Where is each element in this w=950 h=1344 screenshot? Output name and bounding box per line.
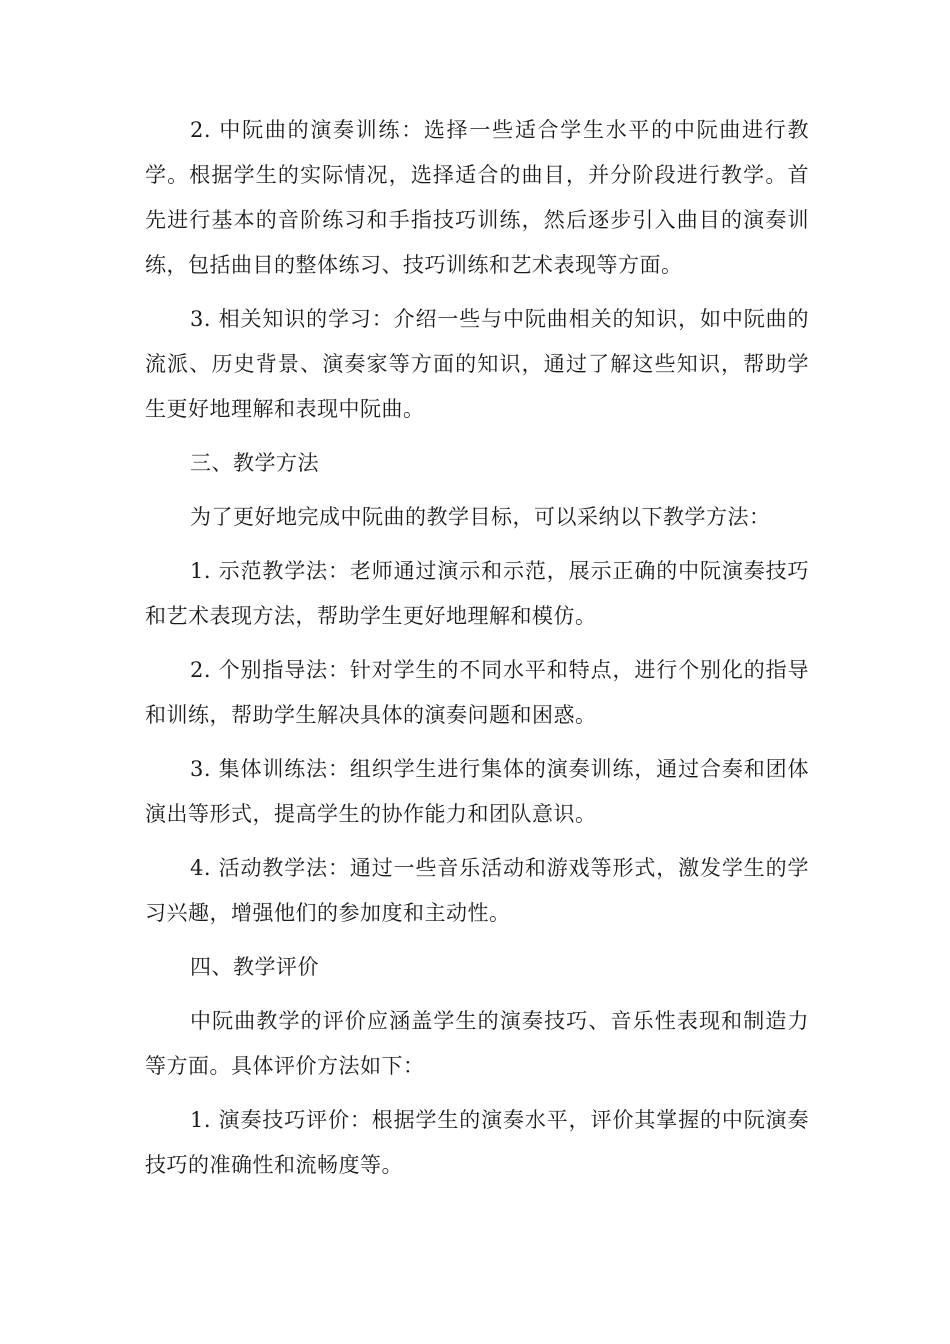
section-heading-teaching-methods: 三、教学方法 (190, 451, 319, 475)
paragraph-demonstration-method: 1. 示范教学法：老师通过演示和示范，展示正确的中阮演奏技巧和艺术表现方法，帮助学生更好地理解和模仿。 (145, 559, 809, 628)
document-body (145, 108, 809, 1197)
paragraph-individual-guidance: 2. 个别指导法：针对学生的不同水平和特点，进行个别化的指导和训练，帮助学生解决具体的演奏问题和困惑。 (145, 658, 809, 727)
paragraph-performance-training: 2. 中阮曲的演奏训练：选择一些适合学生水平的中阮曲进行教学。根据学生的实际情况，选择适合的曲目，并分阶段进行教学。首先进行基本的音阶练习和手指技巧训练，然后逐步引入曲目的演奏训练，包括曲目的整体练习、技巧训练和艺术表现等方面。 (145, 118, 809, 277)
paragraph-methods-intro: 为了更好地完成中阮曲的教学目标，可以采纳以下教学方法： (190, 505, 771, 529)
paragraph-related-knowledge: 3. 相关知识的学习：介绍一些与中阮曲相关的知识，如中阮曲的流派、历史背景、演奏家等方面的知识，通过了解这些知识，帮助学生更好地理解和表现中阮曲。 (145, 307, 809, 421)
section-heading-teaching-evaluation: 四、教学评价 (190, 955, 319, 979)
paragraph-technique-evaluation: 1. 演奏技巧评价：根据学生的演奏水平，评价其掌握的中阮演奏技巧的准确性和流畅度等。 (145, 1108, 809, 1177)
paragraph-activity-teaching: 4. 活动教学法：通过一些音乐活动和游戏等形式，激发学生的学习兴趣，增强他们的参加度和主动性。 (145, 856, 809, 925)
paragraph-evaluation-intro: 中阮曲教学的评价应涵盖学生的演奏技巧、音乐性表现和制造力等方面。具体评价方法如下： (145, 1009, 809, 1078)
paragraph-group-training: 3. 集体训练法：组织学生进行集体的演奏训练，通过合奏和团体演出等形式，提高学生的协作能力和团队意识。 (145, 757, 809, 826)
